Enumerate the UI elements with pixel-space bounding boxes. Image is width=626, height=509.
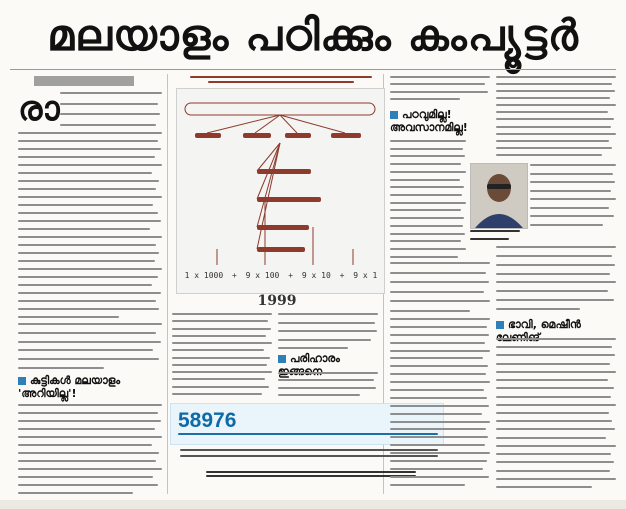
column-divider	[167, 74, 168, 494]
section-heading-pathavumilla: പഠവുമില്ല! അവസാനമില്ല!	[390, 108, 468, 134]
square-bullet-icon	[278, 355, 286, 363]
section-heading-bhavi: ഭാവി, മെഷീൻ	[496, 318, 616, 344]
morphology-diagram	[176, 88, 385, 294]
square-bullet-icon	[18, 377, 26, 385]
page-footer-strip	[0, 500, 626, 509]
diagram-year: 1999	[257, 293, 297, 309]
numeral-term: 1 x 1000	[184, 271, 224, 280]
headline: മലയാളം പഠിക്കും കംപ്യൂട്ടർ	[47, 11, 579, 61]
paragraph-text	[390, 262, 490, 312]
morphology-tree	[177, 89, 384, 293]
dropcap: രാ	[18, 89, 60, 129]
square-bullet-icon	[390, 111, 398, 119]
square-bullet-icon	[496, 321, 504, 329]
plus-sign: +	[288, 271, 294, 280]
numeral-term: 9 x 10	[301, 271, 331, 280]
paragraph-text	[390, 318, 490, 486]
paragraph-text	[278, 372, 378, 396]
highlight-footer	[206, 471, 416, 477]
plus-sign: +	[339, 271, 345, 280]
paragraph-text	[530, 164, 616, 226]
person-portrait-icon	[471, 164, 527, 228]
numeral-term: 9 x 1	[353, 271, 378, 280]
paragraph-text	[390, 140, 466, 258]
section-heading-kuttikal: കുട്ടികൾ മലയാളം 'അറിയില്ല'!	[18, 374, 121, 400]
paragraph-text	[496, 76, 616, 156]
paragraph-text	[18, 404, 162, 494]
plus-sign: +	[232, 271, 237, 280]
diagram-caption	[190, 76, 372, 83]
paragraph-text	[496, 246, 616, 310]
paragraph-text	[278, 313, 378, 349]
paragraph-text	[18, 323, 162, 369]
paragraph-text	[390, 76, 490, 100]
paragraph-text	[172, 313, 272, 395]
author-photo	[470, 163, 528, 229]
paragraph-text	[18, 132, 162, 318]
paragraph-text	[496, 338, 616, 488]
numeral-expansion	[185, 271, 378, 280]
byline	[34, 76, 134, 86]
numeral-term: 9 x 100	[245, 271, 280, 280]
highlight-number: 58976	[178, 409, 237, 432]
headline-rule	[10, 69, 616, 70]
section-heading-pariharam: പരിഹാരം	[278, 352, 382, 378]
photo-caption	[470, 230, 526, 240]
paragraph-text	[60, 92, 162, 126]
